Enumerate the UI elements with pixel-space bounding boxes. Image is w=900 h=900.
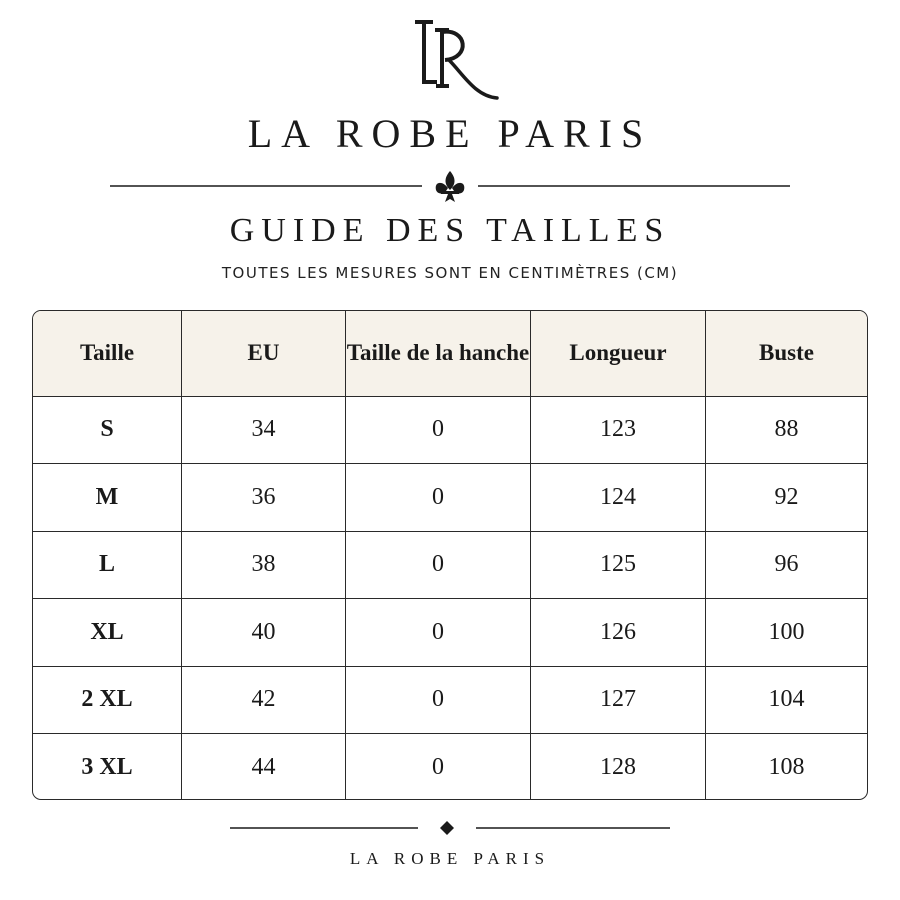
- fleur-de-lis-icon: [436, 171, 465, 202]
- cell-bust: 104: [706, 666, 868, 734]
- table-row: [33, 666, 867, 734]
- cell-eu: 38: [182, 531, 346, 599]
- cell-bust: 100: [706, 599, 868, 667]
- guide-title: GUIDE DES TAILLES: [229, 212, 671, 249]
- cell-length: 128: [531, 734, 706, 801]
- cell-eu: 42: [182, 666, 346, 734]
- table-row: [33, 396, 867, 464]
- cell-bust: 92: [706, 464, 868, 532]
- monogram-lr-logo: [405, 12, 505, 104]
- cell-length: 123: [531, 396, 706, 464]
- footer-divider: [230, 815, 670, 841]
- diamond-icon: [440, 821, 454, 835]
- cell-size: S: [33, 396, 182, 464]
- size-table-container: [32, 310, 868, 800]
- cell-size: 3 XL: [33, 734, 182, 801]
- cell-size: L: [33, 531, 182, 599]
- cell-eu: 44: [182, 734, 346, 801]
- table-header-row: [33, 311, 867, 396]
- guide-subtitle: TOUTES LES MESURES SONT EN CENTIMÈTRES (CM): [221, 264, 679, 282]
- table-row: [33, 531, 867, 599]
- cell-length: 125: [531, 531, 706, 599]
- table-row: [33, 734, 867, 801]
- cell-size: 2 XL: [33, 666, 182, 734]
- cell-length: 126: [531, 599, 706, 667]
- cell-length: 127: [531, 666, 706, 734]
- table-row: [33, 599, 867, 667]
- cell-hip: 0: [346, 734, 531, 801]
- cell-bust: 88: [706, 396, 868, 464]
- cell-size: XL: [33, 599, 182, 667]
- size-table: [33, 311, 867, 800]
- cell-hip: 0: [346, 666, 531, 734]
- cell-bust: 96: [706, 531, 868, 599]
- cell-hip: 0: [346, 531, 531, 599]
- brand-name: LA ROBE PARIS: [247, 111, 653, 156]
- cell-length: 124: [531, 464, 706, 532]
- table-row: [33, 464, 867, 532]
- column-header-eu: EU: [182, 311, 346, 396]
- column-header-hip: Taille de la hanche: [346, 311, 531, 396]
- header-divider: [110, 168, 790, 204]
- column-header-size: Taille: [33, 311, 182, 396]
- cell-eu: 40: [182, 599, 346, 667]
- column-header-bust: Buste: [706, 311, 868, 396]
- cell-size: M: [33, 464, 182, 532]
- column-header-length: Longueur: [531, 311, 706, 396]
- cell-eu: 34: [182, 396, 346, 464]
- cell-hip: 0: [346, 464, 531, 532]
- cell-bust: 108: [768, 754, 805, 780]
- cell-hip: 0: [346, 396, 531, 464]
- cell-hip: 0: [346, 599, 531, 667]
- cell-eu: 36: [182, 464, 346, 532]
- footer-brand: LA ROBE PARIS: [349, 849, 551, 868]
